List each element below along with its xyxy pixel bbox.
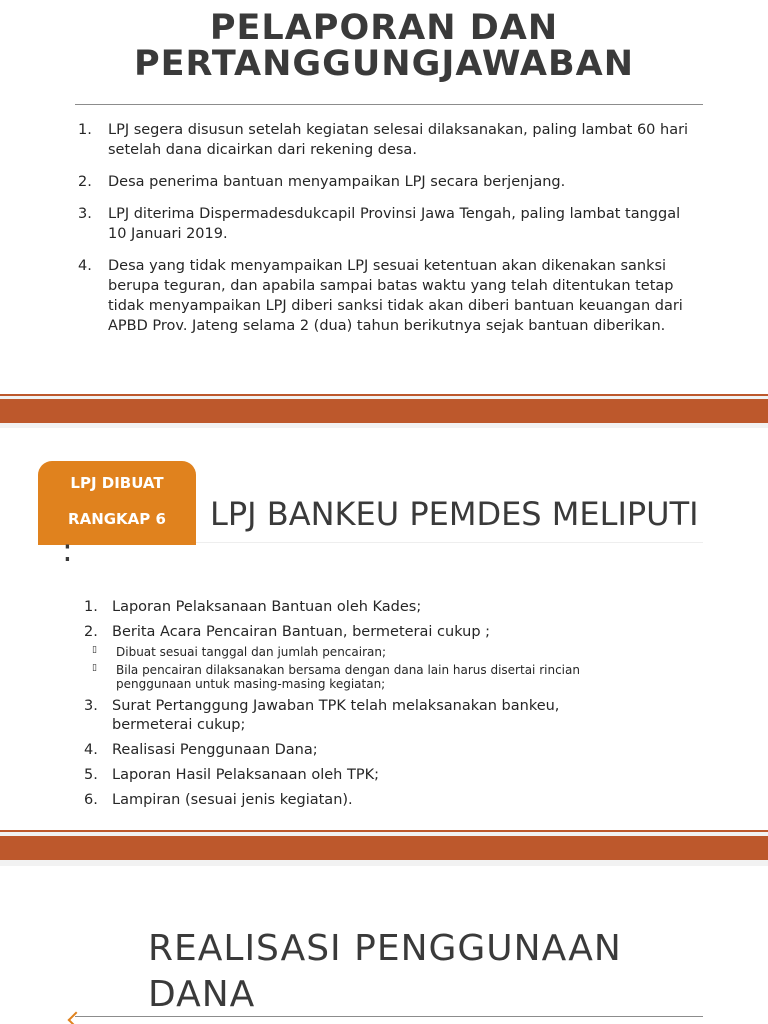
sub-list-item <box>82 645 642 659</box>
title-divider <box>75 1016 703 1017</box>
numbered-list <box>75 120 695 348</box>
item-number: 4. <box>84 742 98 758</box>
slide-title: LPJ BANKEU PEMDES MELIPUTI : <box>62 495 699 569</box>
item-text: Surat Pertanggung Jawaban TPK telah melaksanakan bankeu, bermeterai cukup; <box>112 698 560 733</box>
tab-line-1: LPJ DIBUAT <box>70 474 164 492</box>
list-item <box>82 741 642 760</box>
title-line-2: PERTANGGUNGJAWABAN <box>133 44 635 84</box>
list-item <box>75 120 695 160</box>
title-line-1: PELAPORAN DAN <box>209 8 559 48</box>
list-item <box>82 598 642 617</box>
tab-line-2: RANGKAP 6 <box>68 510 166 528</box>
sub-list-item <box>82 663 642 691</box>
item-number: 1. <box>84 599 98 615</box>
list-item <box>75 172 695 192</box>
item-number: 2. <box>84 624 98 640</box>
list-item <box>82 766 642 785</box>
title-divider <box>196 542 703 543</box>
list-item <box>82 697 642 735</box>
separator-stripe <box>0 836 768 860</box>
item-text: Laporan Hasil Pelaksanaan oleh TPK; <box>112 767 379 783</box>
item-number: 1. <box>78 122 92 138</box>
sub-list <box>82 645 642 691</box>
item-text: Desa yang tidak menyampaikan LPJ sesuai ketentuan akan dikenakan sanksi berupa teguran, dan apabila sampai batas waktu yang telah ditentukan tetap tidak menyampaikan LPJ diberi sanksi tidak akan diberi bantuan keuangan dari APBD Prov. Jateng selama 2 (dua) tahun berikutnya sejak bantuan diberikan. <box>108 258 683 334</box>
item-text: Desa penerima bantuan menyampaikan LPJ secara berjenjang. <box>108 174 566 190</box>
item-text: Lampiran (sesuai jenis kegiatan). <box>112 792 353 808</box>
item-text: Realisasi Penggunaan Dana; <box>112 742 318 758</box>
sub-item-text: Bila pencairan dilaksanakan bersama dengan dana lain harus disertai rincian penggunaan untuk masing-masing kegiatan; <box>116 663 580 691</box>
slide-lpj-bankeu <box>0 428 768 830</box>
item-number: 5. <box>84 767 98 783</box>
bullet-icon: ▯ <box>92 663 97 673</box>
slide-separator <box>0 394 768 428</box>
item-text: LPJ diterima Dispermadesdukcapil Provinsi Jawa Tengah, paling lambat tanggal 10 Januari 2019. <box>108 206 681 242</box>
separator-line <box>0 830 768 832</box>
numbered-list <box>82 598 642 816</box>
item-number: 2. <box>78 174 92 190</box>
item-text: LPJ segera disusun setelah kegiatan selesai dilaksanakan, paling lambat 60 hari setelah dana dicairkan dari rekening desa. <box>108 122 689 158</box>
item-number: 3. <box>84 698 98 714</box>
bullet-icon: ▯ <box>92 645 97 655</box>
slide-title: REALISASI PENGGUNAAN DANA <box>148 928 622 1015</box>
item-text: Berita Acara Pencairan Bantuan, bermeterai cukup ; <box>112 624 491 640</box>
list-item <box>75 256 695 336</box>
list-item <box>82 623 642 691</box>
list-item <box>82 791 642 810</box>
corner-arrow-icon <box>68 1012 85 1024</box>
title-divider <box>75 104 703 105</box>
sub-item-text: Dibuat sesuai tanggal dan jumlah pencairan; <box>116 645 387 659</box>
item-number: 3. <box>78 206 92 222</box>
item-text: Laporan Pelaksanaan Bantuan oleh Kades; <box>112 599 422 615</box>
slide-separator <box>0 830 768 866</box>
separator-stripe <box>0 399 768 423</box>
slide-realisasi <box>0 866 768 1024</box>
item-number: 4. <box>78 258 92 274</box>
item-number: 6. <box>84 792 98 808</box>
separator-line <box>0 394 768 396</box>
slide-title <box>0 10 768 82</box>
slide-pelaporan <box>0 0 768 394</box>
list-item <box>75 204 695 244</box>
